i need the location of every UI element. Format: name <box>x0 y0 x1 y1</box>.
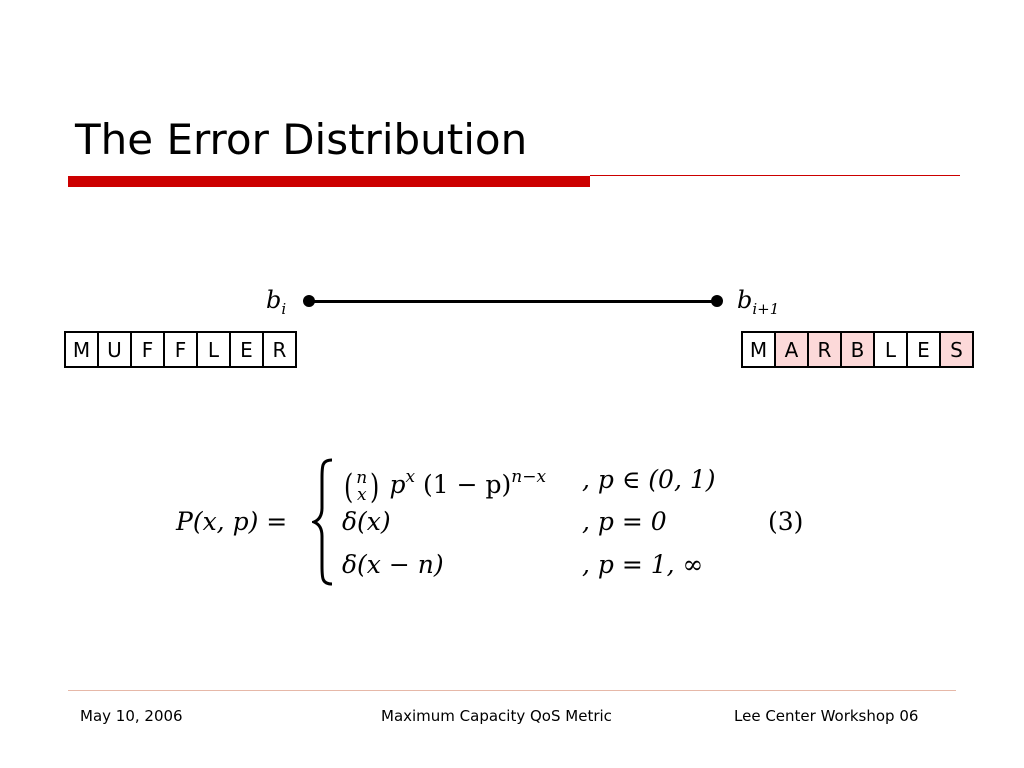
binom-top: n <box>356 467 368 488</box>
binomial-coefficient: ( n x ) <box>343 466 380 507</box>
segment-endpoint-left <box>303 295 315 307</box>
word-boxes-marbles <box>741 331 974 368</box>
label-b-i-plus-1-sub: i+1 <box>752 300 780 318</box>
title-underline-thick <box>68 176 590 187</box>
case1-p: p <box>389 470 406 499</box>
marbles-letter-box: B <box>842 333 875 366</box>
case1-q-exponent: n−x <box>511 467 547 487</box>
equation-lhs: P(x, p) = <box>176 507 288 536</box>
segment-endpoint-right <box>711 295 723 307</box>
label-b-i-plus-1 <box>737 286 779 323</box>
title-underline-thin <box>590 175 960 176</box>
case3-expression: δ(x − n) <box>342 550 444 579</box>
footer-event: Lee Center Workshop 06 <box>734 707 919 725</box>
label-b-i-plus-1-base: b <box>737 286 753 314</box>
muffler-letter-box: M <box>66 333 99 366</box>
case1-p-exponent: x <box>405 467 416 487</box>
marbles-letter-box: L <box>875 333 908 366</box>
label-b-i-base: b <box>266 286 282 314</box>
case2-condition: , p = 0 <box>582 507 667 536</box>
marbles-letter-box: R <box>809 333 842 366</box>
slide-title: The Error Distribution <box>75 115 528 164</box>
footer-presentation-title: Maximum Capacity QoS Metric <box>381 707 612 725</box>
footer-divider <box>68 690 956 691</box>
case3-condition: , p = 1, ∞ <box>582 550 704 579</box>
muffler-letter-box: R <box>272 337 287 362</box>
left-brace <box>312 458 334 586</box>
label-b-i-sub: i <box>281 300 287 318</box>
muffler-letter-box: U <box>99 333 132 366</box>
muffler-letter-box: L <box>198 333 231 366</box>
word-boxes-muffler <box>64 331 297 368</box>
muffler-letter-box: F <box>165 333 198 366</box>
marbles-letter-box: S <box>941 333 972 366</box>
equation-number: (3) <box>768 507 804 536</box>
binom-bottom: x <box>356 484 367 505</box>
label-b-i <box>266 286 286 323</box>
marbles-letter-box: M <box>743 333 776 366</box>
muffler-letter-box: E <box>231 333 264 366</box>
interval-segment <box>309 300 717 303</box>
case-row-1 <box>342 462 547 507</box>
case2-expression: δ(x) <box>342 507 391 536</box>
marbles-letter-box: E <box>908 333 941 366</box>
case1-condition: , p ∈ (0, 1) <box>582 465 716 494</box>
case1-q: (1 − p) <box>423 470 512 499</box>
marbles-letter-box: A <box>776 333 809 366</box>
footer-date: May 10, 2006 <box>80 707 183 725</box>
muffler-letter-box: F <box>132 333 165 366</box>
